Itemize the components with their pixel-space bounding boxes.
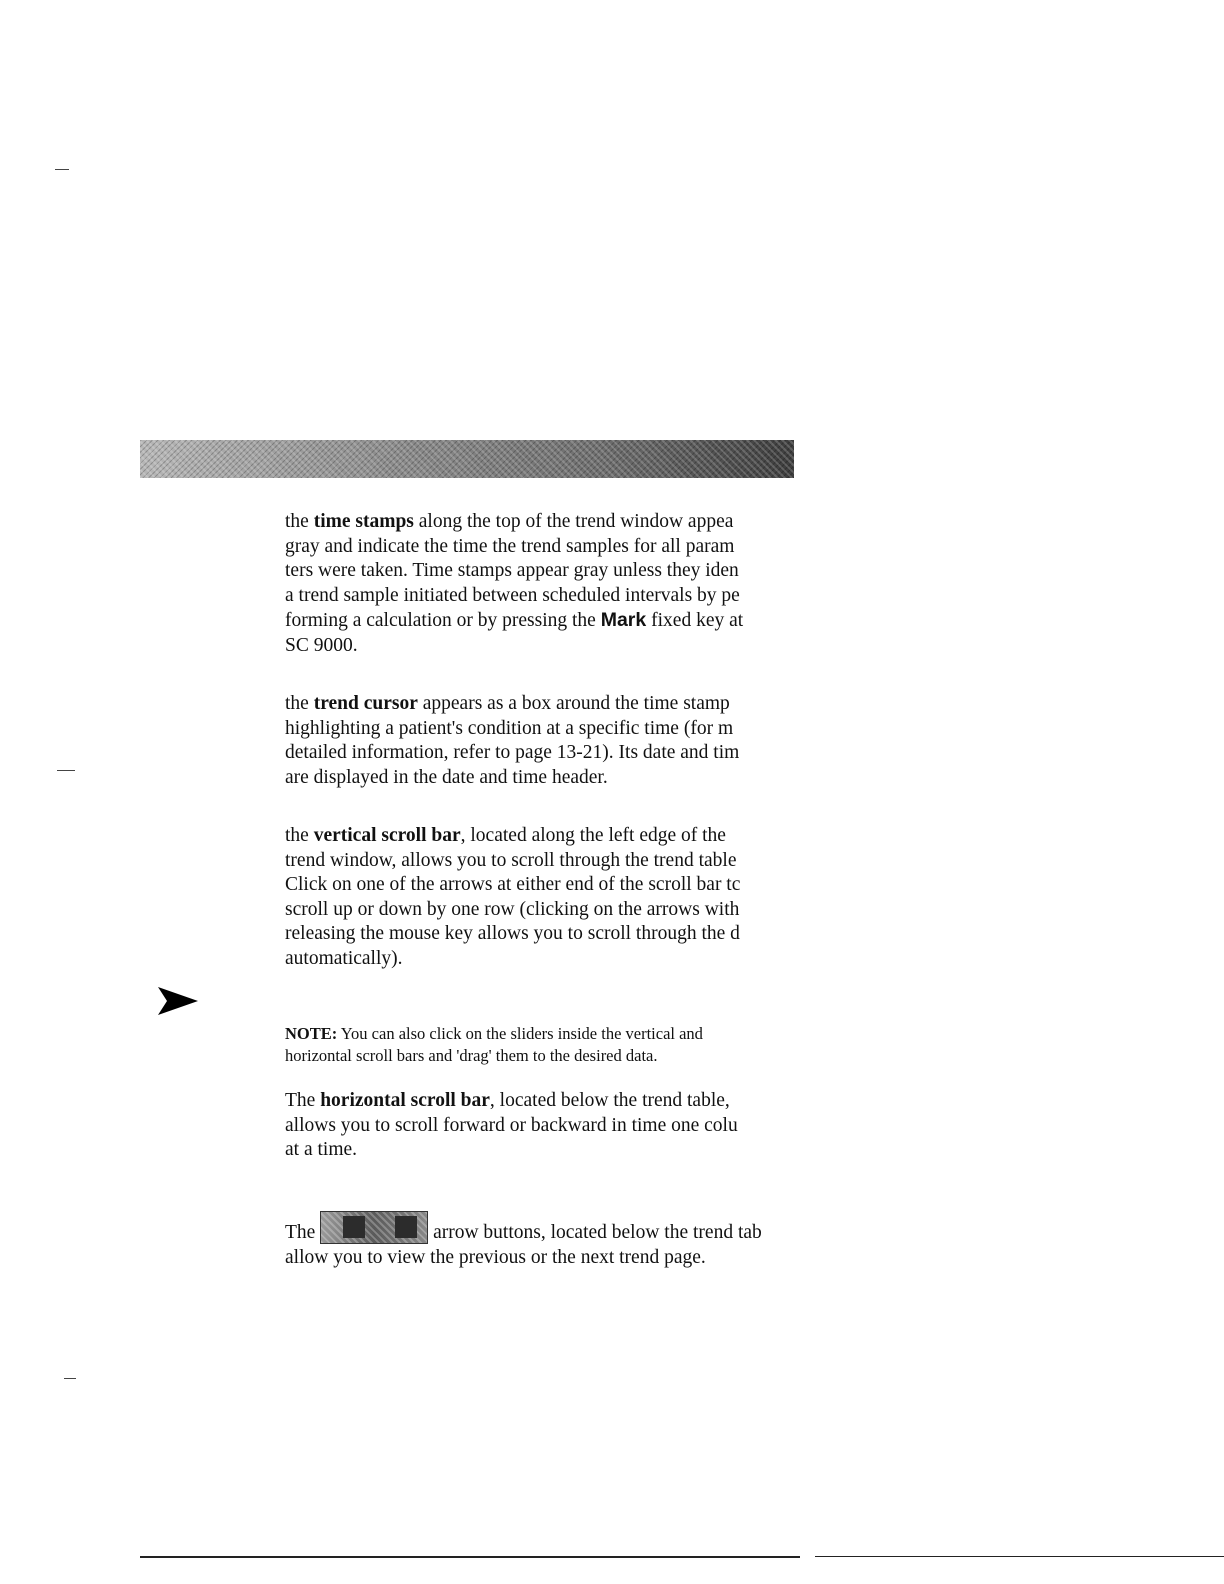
arrow-buttons-text-after: arrow buttons, located below the trend tab allow you to view the previous or the next trend page. — [285, 1222, 762, 1268]
body-text: The — [285, 1090, 321, 1111]
next-page-arrow-icon — [395, 1216, 417, 1238]
scan-mark-2 — [57, 770, 75, 771]
trend-page-arrow-buttons-image — [320, 1211, 428, 1244]
list-item — [285, 1089, 794, 1163]
bold-term: trend cursor — [313, 693, 418, 714]
list-item — [285, 824, 794, 971]
arrow-buttons-text-before: The — [285, 1222, 321, 1243]
body-text: appears as a box around the time stamp highlighting a patient's condition at a specific time (for m detailed information, refer to page 13-21). Its date and tim are displayed in the date and time header. — [285, 693, 740, 788]
body-text: fixed key at SC 9000. — [285, 610, 744, 656]
previous-page-arrow-icon — [343, 1216, 365, 1238]
note-text — [285, 1001, 794, 1067]
bold-term: vertical scroll bar — [313, 825, 461, 846]
list-item — [285, 692, 794, 790]
footer-rule-right — [815, 1556, 1224, 1557]
scan-mark-3 — [64, 1378, 76, 1379]
body-text: the — [285, 693, 314, 714]
list-item-arrow-buttons — [285, 1187, 794, 1271]
body-text: the — [285, 825, 314, 846]
body-text: along the top of the trend window appea gray and indicate the time the trend samples for all param ters were taken. Time stamps appear gray unless they iden a trend sample initiated between scheduled intervals by pe forming a calculation or by pressing the — [285, 511, 740, 631]
body-text: the — [285, 511, 314, 532]
list-item — [285, 510, 794, 658]
bold-term: horizontal scroll bar — [320, 1090, 490, 1111]
page-content — [285, 510, 794, 1270]
note-label: NOTE: — [285, 1024, 338, 1043]
bold-term: time stamps — [313, 511, 414, 532]
body-text: , located along the left edge of the trend window, allows you to scroll through the trend table Click on one of the arrows at either end of the scroll bar tc scroll up or down by one row (clicking on the arrows with releasing the mouse key allows you to scroll through the d automatically). — [285, 825, 741, 969]
scan-mark-1 — [55, 169, 69, 170]
footer-rule — [140, 1556, 800, 1558]
body-text: , located below the trend table, allows you to scroll forward or backward in time one colu at a time. — [285, 1090, 738, 1160]
note-body: You can also click on the sliders inside the vertical and horizontal scroll bars and 'drag' them to the desired data. — [285, 1024, 703, 1065]
bold-term: Mark — [600, 609, 647, 631]
note-arrow-icon — [158, 986, 198, 1021]
section-header-band — [140, 440, 794, 478]
